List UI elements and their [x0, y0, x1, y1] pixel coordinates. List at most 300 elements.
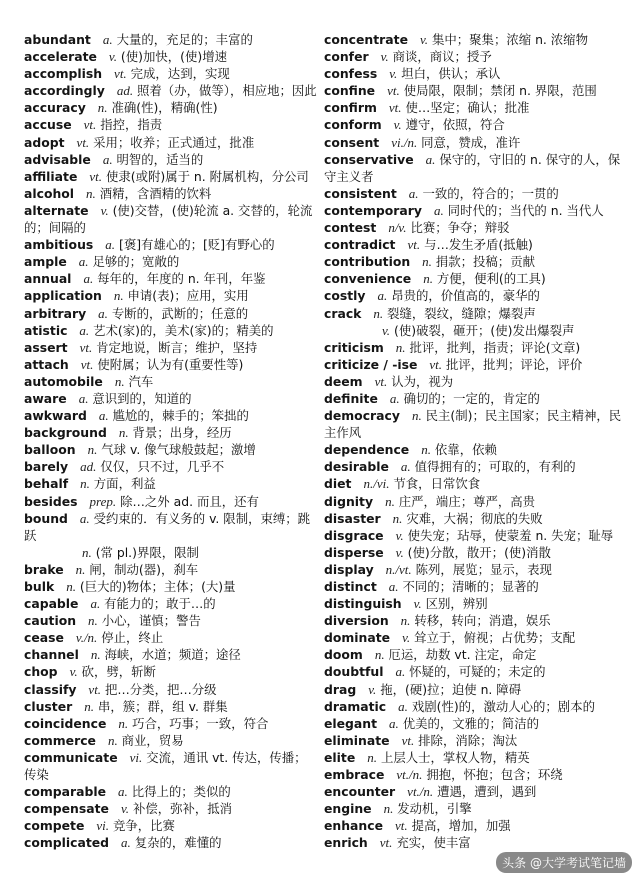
headword: channel [24, 647, 79, 663]
vocab-entry [24, 458, 318, 475]
part-of-speech: n. [374, 647, 385, 663]
part-of-speech: n. [421, 442, 431, 458]
part-of-speech: vt. [394, 818, 408, 834]
vocab-entry [24, 31, 318, 48]
part-of-speech: vt. [379, 835, 393, 851]
part-of-speech: v. [389, 66, 398, 82]
headword: deem [324, 373, 363, 389]
part-of-speech: vt. [83, 117, 97, 133]
definition: 使…坚定；确认；批准 [405, 100, 530, 116]
definition: 戏剧(性)的，激动人心的；剧本的 [411, 698, 595, 714]
headword: accordingly [24, 83, 105, 99]
vocab-entry [24, 116, 318, 133]
part-of-speech: n. [118, 425, 129, 441]
headword: aware [24, 390, 67, 406]
vocab-entry [324, 458, 622, 475]
definition: 一致的，符合的；一贯的 [422, 185, 559, 201]
definition: 充实，使丰富 [396, 835, 471, 851]
definition: 采用；收养；正式通过，批准 [93, 134, 255, 150]
part-of-speech: n. [114, 373, 125, 389]
part-of-speech: v. [69, 664, 78, 680]
headword: behalf [24, 476, 69, 492]
headword: disperse [324, 544, 384, 560]
definition: 方便，便利(的工具) [436, 271, 546, 287]
definition: 申请(表)；应用，实用 [127, 288, 249, 304]
definition: 砍，劈，斩断 [81, 664, 156, 680]
definition: 集中；聚集；浓缩 n. 浓缩物 [432, 32, 588, 47]
definition: 上层人士，掌权人物，精英 [380, 749, 530, 765]
headword: distinct [324, 579, 377, 594]
part-of-speech: v. [393, 117, 402, 133]
headword: alcohol [24, 185, 75, 201]
definition: 区别，辨别 [425, 596, 488, 612]
part-of-speech: n. [113, 288, 124, 304]
part-of-speech: vi. [129, 749, 143, 765]
part-of-speech: n. [392, 510, 403, 526]
vocab-entry [24, 629, 318, 646]
headword: diet [324, 476, 352, 492]
definition: 陈列，展览；显示，表现 [415, 561, 552, 577]
part-of-speech: vt. [80, 356, 94, 372]
vocab-entry [24, 82, 318, 99]
vocab-entry [24, 339, 318, 356]
definition: 除…之外 ad. 而且，还有 [120, 493, 259, 509]
definition: 坦白，供认；承认 [401, 66, 501, 82]
part-of-speech: n. [367, 749, 377, 765]
definition: 方面，利益 [93, 476, 156, 492]
part-of-speech: vt. [114, 66, 127, 82]
vocab-entry [324, 31, 622, 48]
headword: awkward [24, 408, 87, 424]
vocab-entry [324, 698, 622, 715]
definition: 遭遇，遭到，遇到 [437, 784, 537, 800]
definition: (巨大的)物体；主体；(大)量 [79, 579, 236, 594]
vocab-entry [24, 732, 318, 749]
part-of-speech: vt. [76, 134, 90, 150]
part-of-speech: v. [380, 49, 389, 65]
vocab-entry [24, 544, 318, 561]
headword: complicated [24, 835, 110, 851]
part-of-speech: n. [90, 647, 101, 663]
vocab-entry [324, 82, 622, 99]
headword: compete [24, 818, 85, 834]
part-of-speech: vi. [96, 818, 110, 834]
vocab-entry [24, 99, 318, 116]
vocab-entry [24, 236, 318, 253]
vocab-entry [24, 407, 318, 424]
headword: bound [24, 510, 68, 526]
vocab-entry [324, 646, 622, 663]
watermark: 头条 @大学考试笔记墙 [496, 852, 632, 873]
definition: 比得上的；类似的 [131, 784, 231, 800]
definition: 复杂的，难懂的 [134, 835, 222, 851]
vocab-entry [324, 749, 622, 766]
definition: 灾难，大祸；彻底的失败 [406, 510, 543, 526]
headword: brake [24, 561, 64, 577]
part-of-speech: a. [118, 784, 128, 800]
vocab-entry [324, 527, 622, 544]
part-of-speech: a. [102, 151, 113, 167]
vocab-entry [324, 629, 622, 646]
headword: coincidence [24, 715, 107, 731]
vocab-entry [24, 287, 318, 304]
definition: 比赛；争夺；辩驳 [410, 220, 510, 236]
vocab-entry [324, 544, 622, 561]
definition: 小心，谨慎；警告 [101, 613, 201, 629]
definition: 节食，日常饮食 [393, 476, 481, 492]
vocab-entry [324, 475, 622, 492]
part-of-speech: n./vt. [385, 561, 412, 577]
headword: conservative [324, 151, 414, 167]
headword: dramatic [324, 698, 387, 714]
vocab-entry [24, 48, 318, 65]
part-of-speech: a. [425, 151, 436, 167]
definition: 补偿，弥补，抵消 [132, 801, 233, 817]
part-of-speech: n. [87, 442, 98, 458]
vocab-entry [324, 185, 622, 202]
vocab-entry [324, 834, 622, 851]
definition: 每年的，年度的 n. 年刊，年鉴 [97, 271, 266, 287]
definition: 拖，(硬)拉；迫使 n. 障碍 [380, 681, 522, 697]
vocab-entry [24, 578, 318, 595]
vocab-entry [24, 390, 318, 407]
definition: 昂贵的，价值高的，豪华的 [391, 288, 540, 304]
part-of-speech: vt. [387, 83, 400, 99]
vocab-entry [24, 800, 318, 817]
part-of-speech: a. [98, 305, 108, 321]
vocab-entry [24, 441, 318, 458]
headword: democracy [324, 408, 400, 424]
vocab-entry [324, 578, 622, 595]
part-of-speech: n. [385, 493, 395, 509]
definition: 耸立于，俯视；占优势；支配 [414, 630, 576, 646]
part-of-speech: a. [105, 237, 116, 253]
headword: atistic [24, 322, 68, 338]
headword: enhance [324, 818, 383, 834]
vocab-entry [324, 493, 622, 510]
headword: besides [24, 493, 78, 509]
part-of-speech: a. [388, 579, 399, 594]
definition: (使)分散，散开；(使)消散 [407, 544, 551, 560]
definition: [褒]有雄心的；[贬]有野心的 [118, 237, 275, 253]
definition: 使附属；认为有(重要性等) [97, 356, 244, 372]
definition: 批评，批判；评论，评价 [446, 356, 583, 372]
part-of-speech: n. [82, 544, 92, 560]
part-of-speech: a. [389, 715, 399, 731]
headword: concentrate [324, 32, 408, 47]
part-of-speech: a. [78, 390, 89, 406]
part-of-speech: n. [80, 476, 90, 492]
part-of-speech: n. [118, 715, 129, 731]
definition: 与…发生矛盾(抵触) [424, 237, 533, 253]
definition: 艺术(家)的，美术(家)的；精美的 [93, 322, 274, 338]
vocab-entry [324, 305, 622, 322]
part-of-speech: a. [90, 596, 101, 612]
definition: 确切的；一定的，肯定的 [403, 390, 540, 406]
headword: consistent [324, 185, 397, 201]
vocab-entry [324, 373, 622, 390]
part-of-speech: a. [408, 185, 419, 201]
vocab-entry [24, 185, 318, 202]
headword: drag [324, 681, 357, 697]
vocab-entry [24, 493, 318, 510]
definition: 优美的，文雅的；简洁的 [402, 715, 540, 731]
headword: dominate [324, 630, 391, 646]
definition: 不同的；清晰的；显著的 [402, 579, 539, 594]
vocab-entry [24, 834, 318, 851]
definition: 使局限，限制；禁闭 n. 界限，范围 [403, 83, 597, 99]
part-of-speech: n./vi. [363, 476, 390, 492]
vocab-entry [24, 134, 318, 151]
headword: embrace [324, 767, 385, 783]
headword: classify [24, 681, 77, 697]
definition: 汽车 [128, 373, 154, 389]
part-of-speech: ad. [80, 459, 97, 475]
headword: consent [324, 134, 380, 150]
part-of-speech: v. [419, 32, 429, 47]
headword: comparable [24, 784, 106, 800]
vocab-entry [324, 48, 622, 65]
part-of-speech: vt. [374, 373, 388, 389]
vocab-entry [324, 817, 622, 834]
definition: 裂缝，裂纹，缝隙；爆裂声 [387, 305, 536, 321]
vocab-entry [24, 510, 318, 544]
headword: convenience [324, 271, 412, 287]
headword: eliminate [324, 732, 390, 748]
vocab-entry [24, 65, 318, 82]
part-of-speech: vt./n. [407, 784, 434, 800]
vocab-entry [324, 715, 622, 732]
part-of-speech: a. [98, 408, 109, 424]
part-of-speech: n. [66, 579, 76, 594]
definition: 怀疑的，可疑的；未定的 [409, 664, 546, 680]
headword: adopt [24, 134, 65, 150]
part-of-speech: vt. [429, 356, 443, 372]
vocab-entry [24, 663, 318, 680]
vocab-entry [324, 800, 622, 817]
part-of-speech: n. [75, 561, 86, 577]
definition: 商业，贸易 [121, 732, 184, 748]
vocab-entry [24, 698, 318, 715]
vocab-entry [24, 305, 318, 322]
part-of-speech: vt. [89, 168, 103, 184]
headword: engine [324, 801, 372, 817]
headword: cease [24, 630, 64, 646]
vocab-entry [24, 373, 318, 390]
definition: 保守的，守旧的 n. 保守的人，保守主义者 [324, 151, 621, 184]
vocab-entry [324, 151, 622, 185]
part-of-speech: a. [102, 32, 113, 47]
definition: 批评，批判，指责；评论(文章) [409, 339, 581, 355]
definition: (常 pl.)界限，限制 [95, 544, 199, 560]
headword: compensate [24, 801, 109, 817]
vocab-entry [324, 322, 622, 339]
part-of-speech: n. [395, 339, 406, 355]
definition: 依靠，依赖 [434, 442, 497, 458]
definition: 厄运，劫数 vt. 注定，命定 [388, 647, 537, 663]
headword: criticism [324, 339, 384, 355]
vocab-entry [324, 595, 622, 612]
part-of-speech: n. [400, 613, 411, 629]
vocab-entry [324, 270, 622, 287]
headword: arbitrary [24, 305, 87, 321]
definition: 意识到的，知道的 [92, 390, 192, 406]
part-of-speech: a. [79, 322, 90, 338]
headword: chop [24, 664, 58, 680]
headword: affiliate [24, 168, 78, 184]
headword: crack [324, 305, 362, 321]
definition: 把…分类，把…分级 [105, 681, 217, 697]
definition: 使隶(或附)属于 n. 附属机构，分公司 [105, 168, 309, 184]
part-of-speech: vt. [88, 681, 102, 697]
headword: bulk [24, 579, 55, 594]
part-of-speech: a. [377, 288, 388, 304]
headword: assert [24, 339, 68, 355]
definition: 肯定地说，断言；维护，坚持 [96, 339, 258, 355]
part-of-speech: a. [395, 664, 406, 680]
part-of-speech: n. [107, 732, 118, 748]
definition: 竞争，比赛 [112, 818, 175, 834]
vocab-entry [24, 715, 318, 732]
vocab-entry [324, 441, 622, 458]
headword: diversion [324, 613, 389, 629]
definition: 使失宠；玷辱，使蒙羞 n. 失宠；耻辱 [407, 527, 614, 543]
headword: confirm [324, 100, 377, 116]
vocab-entry [24, 783, 318, 800]
definition: 专断的，武断的；任意的 [111, 305, 249, 321]
headword: balloon [24, 442, 76, 458]
vocab-entry [24, 356, 318, 373]
vocab-entry [324, 339, 622, 356]
headword: confine [324, 83, 376, 99]
part-of-speech: v./n. [75, 630, 98, 646]
definition: (使)加快，(使)增速 [120, 49, 227, 65]
headword: capable [24, 596, 79, 612]
part-of-speech: vt. [388, 100, 402, 116]
definition: 有能力的；敢于…的 [104, 596, 216, 612]
headword: encounter [324, 784, 396, 800]
definition: 海峡，水道；频道；途径 [104, 647, 241, 663]
right-column [324, 31, 622, 852]
definition: 捐款；投稿；贡献 [435, 254, 535, 270]
headword: attach [24, 356, 69, 372]
part-of-speech: a. [83, 271, 94, 287]
definition: 遵守，依照，符合 [405, 117, 505, 133]
headword: background [24, 425, 107, 441]
definition: 排除，消除；淘汰 [418, 732, 518, 748]
definition: (使)交替，(使)轮流 a. 交替的，轮流的；间隔的 [24, 202, 313, 236]
definition: 完成，达到，实现 [130, 66, 230, 82]
vocab-entry [24, 475, 318, 492]
vocab-entry [24, 253, 318, 270]
definition: 气球 v. 像气球般鼓起；激增 [101, 442, 256, 458]
part-of-speech: v. [108, 49, 117, 65]
vocab-entry [24, 270, 318, 287]
part-of-speech: n. [423, 271, 433, 287]
definition: 照着（办，做等），相应地；因此 [137, 83, 317, 99]
headword: caution [24, 613, 77, 629]
vocab-entry [324, 407, 622, 441]
headword: alternate [24, 202, 89, 218]
vocab-entry [24, 817, 318, 834]
headword: confer [324, 49, 369, 65]
vocab-entry [24, 646, 318, 663]
definition: 明智的，适当的 [116, 151, 204, 167]
part-of-speech: n/v. [388, 220, 407, 236]
part-of-speech: v. [100, 202, 109, 218]
part-of-speech: vt. [407, 237, 421, 253]
headword: display [324, 561, 374, 577]
part-of-speech: ad. [116, 83, 134, 99]
part-of-speech: v. [395, 544, 404, 560]
part-of-speech: a. [398, 698, 408, 714]
headword: contest [324, 220, 377, 236]
vocab-entry [324, 202, 622, 219]
part-of-speech: n. [84, 698, 94, 714]
vocab-entry [324, 99, 622, 116]
headword: barely [24, 459, 69, 475]
definition: 受约束的．有义务的 v. 限制，束缚；跳跃 [24, 510, 311, 543]
headword: cluster [24, 698, 73, 714]
part-of-speech: a. [78, 254, 89, 270]
headword: accuse [24, 117, 72, 133]
vocab-entry [324, 766, 622, 783]
part-of-speech: a. [79, 510, 90, 526]
definition: 指控，指责 [100, 117, 163, 133]
vocab-entry [324, 287, 622, 304]
part-of-speech: n. [97, 100, 108, 116]
part-of-speech: v. [120, 801, 129, 817]
vocab-entry [324, 253, 622, 270]
vocab-entry [324, 116, 622, 133]
part-of-speech: n. [88, 613, 98, 629]
headword: dependence [324, 442, 410, 458]
definition: 巧合，巧事；一致，符合 [132, 715, 269, 731]
headword: accuracy [24, 100, 86, 116]
part-of-speech: v. [402, 630, 411, 646]
definition: 停止，终止 [101, 630, 164, 646]
definition: 背景；出身，经历 [132, 425, 232, 441]
headword: application [24, 288, 102, 304]
headword: definite [324, 390, 378, 406]
definition: 串，簇；群，组 v. 群集 [97, 698, 228, 714]
part-of-speech: a. [121, 835, 131, 851]
headword: elite [324, 749, 356, 765]
headword: dignity [324, 493, 374, 509]
vocab-entry [324, 612, 622, 629]
headword: desirable [324, 459, 389, 475]
part-of-speech: n. [411, 408, 422, 424]
vocab-entry [24, 749, 318, 783]
definition: 提高，增加，加强 [411, 818, 511, 834]
part-of-speech: a. [389, 390, 400, 406]
definition: 转移，转向；消遣，娱乐 [414, 613, 551, 629]
vocab-entry [324, 561, 622, 578]
part-of-speech: vt. [401, 732, 415, 748]
vocab-entry [24, 322, 318, 339]
part-of-speech: v. [395, 527, 404, 543]
part-of-speech: n. [422, 254, 432, 270]
part-of-speech: v. [413, 596, 422, 612]
part-of-speech: prep. [89, 493, 117, 509]
headword: doom [324, 647, 363, 663]
definition: 仅仅，只不过，几乎不 [100, 459, 225, 475]
definition: 酒精，含酒精的饮料 [99, 185, 212, 201]
vocab-entry [24, 561, 318, 578]
headword: annual [24, 271, 72, 287]
definition: 足够的；宽敞的 [92, 254, 180, 270]
part-of-speech: n. [86, 185, 96, 201]
